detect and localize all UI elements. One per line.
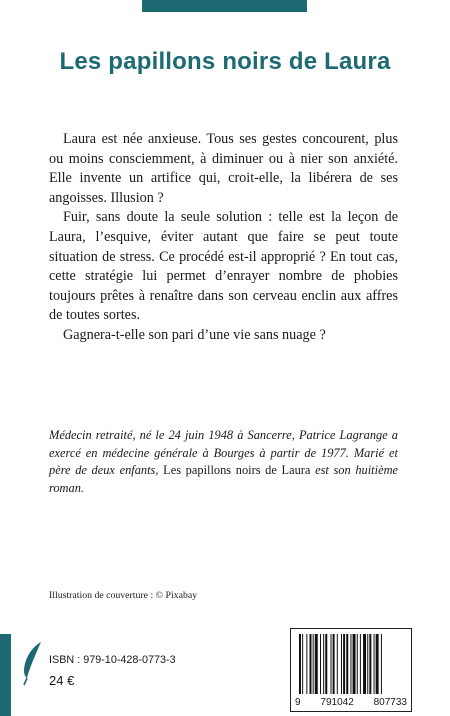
barcode-bar xyxy=(353,634,356,694)
bio-text-end: est son huitième roman. xyxy=(49,463,399,495)
barcode-bar xyxy=(369,634,371,694)
barcode-bar xyxy=(357,634,358,694)
barcode-bar xyxy=(310,634,312,694)
barcode-bar xyxy=(315,634,318,694)
price: 24 € xyxy=(49,673,75,688)
barcode-bar xyxy=(323,634,324,694)
back-cover-blurb xyxy=(49,130,398,346)
barcode-bar xyxy=(333,634,335,694)
barcode-bar xyxy=(346,634,348,694)
barcode-bar xyxy=(337,634,338,694)
barcode-bar xyxy=(360,634,361,694)
blurb-paragraph: Gagnera-t-elle son pari d’une vie sans nuage ? xyxy=(63,326,326,343)
book-title: Les papillons noirs de Laura xyxy=(59,48,391,75)
isbn-number: ISBN : 979-10-428-0773-3 xyxy=(49,654,176,666)
bio-text: Médecin retraité, né le 24 juin 1948 à Sancerre, Patrice Lagrange a exercé en médecine générale à Bourges à partir de 1977. Marié et père de deux enfants, xyxy=(49,428,398,478)
barcode-bar xyxy=(374,634,375,694)
barcode-bar xyxy=(331,634,332,694)
bio-book-title: Les papillons noirs de Laura xyxy=(163,463,311,478)
illustration-credit: Illustration de couverture : © Pixabay xyxy=(49,590,198,601)
blurb-paragraph: Fuir, sans doute la seule solution : telle est la leçon de Laura, l’esquive, éviter autant que faire se peut toute situation de stress. Ce procédé est-il approprié ? En tout cas, cette stratégie lui permet d’enrayer nombre de phobies toujours prêtes à renaître dans son cerveau enclin aux affres de toutes sortes. xyxy=(49,209,398,324)
barcode xyxy=(290,628,412,712)
author-bio xyxy=(49,427,398,497)
barcode-group-left: 791042 xyxy=(320,697,354,708)
barcode-bar xyxy=(320,634,321,694)
quill-icon xyxy=(19,640,45,686)
barcode-digits xyxy=(291,697,411,708)
barcode-digit-first: 9 xyxy=(295,697,301,708)
barcode-bar xyxy=(381,634,382,694)
barcode-bars xyxy=(299,634,403,694)
barcode-bar xyxy=(306,634,307,694)
barcode-bar xyxy=(341,634,342,694)
barcode-bar xyxy=(343,634,345,694)
barcode-bar xyxy=(299,634,301,694)
blurb-paragraph: Laura est née anxieuse. Tous ses gestes concourent, plus ou moins consciemment, à diminuer ou à nier son anxiété. Elle invente un artifice qui, croit-elle, la libérera de ses angoisses. Illusion ? xyxy=(49,131,398,206)
left-accent-band xyxy=(0,634,11,716)
barcode-bar xyxy=(376,634,379,694)
top-accent-band xyxy=(142,0,307,12)
barcode-group-right: 807733 xyxy=(373,697,407,708)
barcode-bar xyxy=(302,634,303,694)
barcode-bar xyxy=(325,634,327,694)
barcode-bar xyxy=(363,634,366,694)
barcode-bar xyxy=(313,634,314,694)
barcode-bar xyxy=(367,634,368,694)
barcode-bar xyxy=(350,634,351,694)
